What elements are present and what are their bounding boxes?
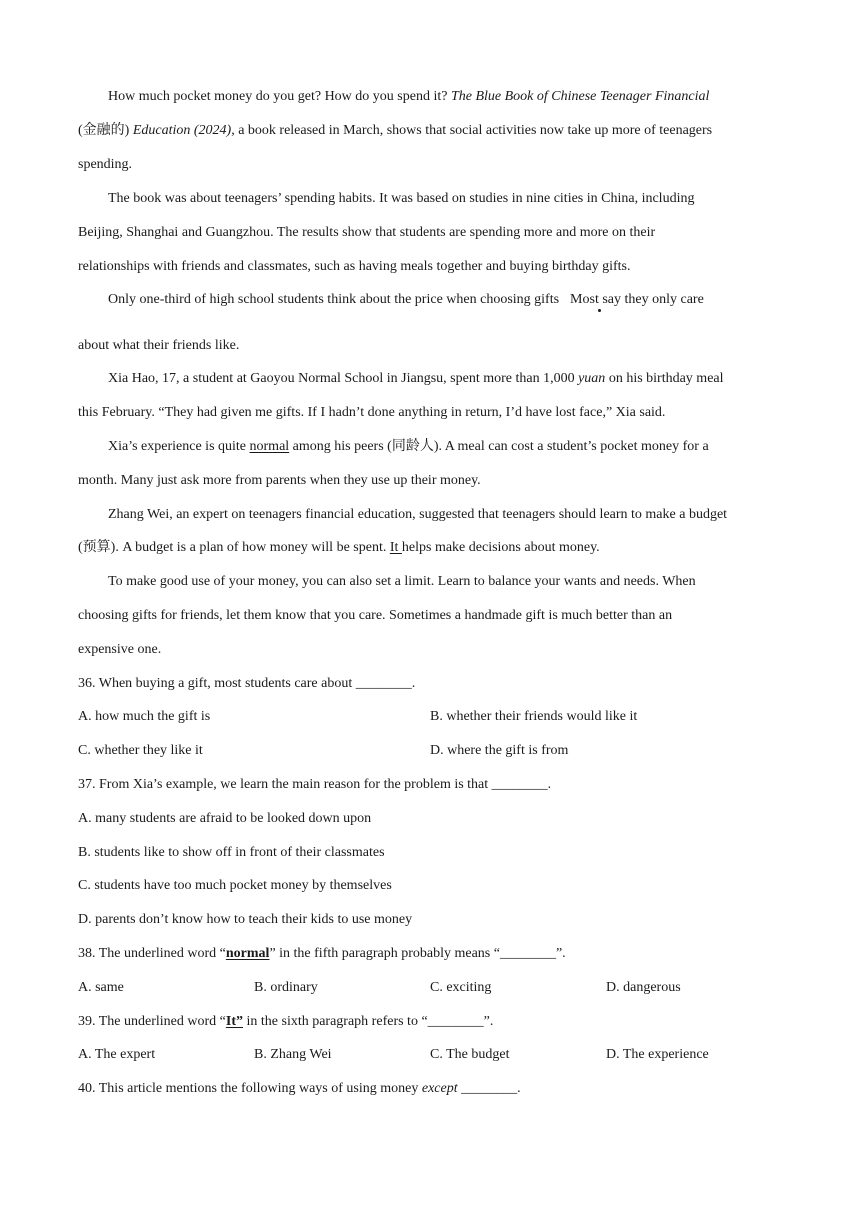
p2-line1: The book was about teenagers’ spending habits. It was based on studies in nine cities in China, including [108,191,695,206]
period-dot [598,309,601,312]
q40-except: except [421,1081,458,1096]
q40-post: ________. [457,1081,521,1096]
p5-text-b: among his peers (同龄人). A meal can cost a student’s pocket money for a [289,439,709,454]
p1-line2 [78,122,790,140]
q38-post: ” in the fifth paragraph probably means “________”. [269,946,566,961]
q40-pre: 40. This article mentions the following ways of using money [78,1081,422,1096]
q37-option-a: A. many students are afraid to be looked down upon [78,811,372,826]
p3-text-b: Most say they only care [570,292,704,307]
p3-line2: about what their friends like. [78,338,240,353]
p1-text-cont: , a book released in March, shows that social activities now take up more of teenagers [231,123,713,138]
p1-line1 [108,88,790,106]
p3-line1 [108,291,790,309]
q40-stem [78,1080,790,1098]
q37-stem: 37. From Xia’s example, we learn the main reason for the problem is that ________. [78,777,552,792]
underlined-it: It [389,540,402,555]
p7-line1: To make good use of your money, you can also set a limit. Learn to balance your wants and needs. When [108,574,696,589]
q39-pre: 39. The underlined word “ [78,1014,226,1029]
p2-line3: relationships with friends and classmates, such as having meals together and buying birthday gifts. [78,259,631,274]
p5-line1 [108,438,790,456]
q37-option-b: B. students like to show off in front of their classmates [78,845,385,860]
p5-text-a: Xia’s experience is quite [108,439,250,454]
q39-option-d: D. The experience [606,1047,709,1062]
q36-option-a: A. how much the gift is [78,709,211,724]
p7-line3: expensive one. [78,642,162,657]
q38-stem [78,945,790,963]
q38-option-c: C. exciting [430,980,492,995]
q36-option-d: D. where the gift is from [430,743,569,758]
q36-stem: 36. When buying a gift, most students care about ________. [78,676,416,691]
yuan-word: yuan [578,371,606,386]
p7-line2: choosing gifts for friends, let them know that you care. Sometimes a handmade gift is much better than an [78,608,673,623]
p2-line2: Beijing, Shanghai and Guangzhou. The results show that students are spending more and more on their [78,225,656,240]
q36-option-c: C. whether they like it [78,743,203,758]
p4-line1 [108,370,790,388]
book-title-cont: Education (2024) [132,123,232,138]
q38-option-d: D. dangerous [606,980,681,995]
p1-text: How much pocket money do you get? How do you spend it? [108,89,451,104]
q36-option-b: B. whether their friends would like it [430,709,638,724]
p1-gloss: (金融的) [78,123,133,138]
q37-option-d: D. parents don’t know how to teach their kids to use money [78,912,413,927]
q37-option-c: C. students have too much pocket money by themselves [78,878,392,893]
p6-line2 [78,539,790,557]
q39-option-a: A. The expert [78,1047,156,1062]
p4-text-a: Xia Hao, 17, a student at Gaoyou Normal School in Jiangsu, spent more than 1,000 [108,371,579,386]
q39-option-b: B. Zhang Wei [254,1047,332,1062]
q39-option-c: C. The budget [430,1047,510,1062]
q38-pre: 38. The underlined word “ [78,946,226,961]
p6-text-a: (预算). A budget is a plan of how money will be spent. [78,540,390,555]
p5-line2: month. Many just ask more from parents when they use up their money. [78,473,481,488]
p4-line2: this February. “They had given me gifts. If I hadn’t done anything in return, I’d have lost face,” Xia said. [78,405,666,420]
book-title: The Blue Book of Chinese Teenager Financial [450,89,710,104]
q38-word: normal [225,946,270,961]
q39-word: It” [225,1014,243,1029]
q39-stem [78,1013,790,1031]
p3-text-a: Only one-third of high school students think about the price when choosing gifts [108,292,560,307]
q38-option-b: B. ordinary [254,980,318,995]
p6-text-b: helps make decisions about money. [401,540,600,555]
p1-line3: spending. [78,157,133,172]
q39-post: in the sixth paragraph refers to “________”. [243,1014,494,1029]
p4-text-b: on his birthday meal [605,371,724,386]
underlined-normal: normal [249,439,290,454]
q38-option-a: A. same [78,980,124,995]
p6-line1: Zhang Wei, an expert on teenagers financial education, suggested that teenagers should learn to make a budget [108,507,728,522]
